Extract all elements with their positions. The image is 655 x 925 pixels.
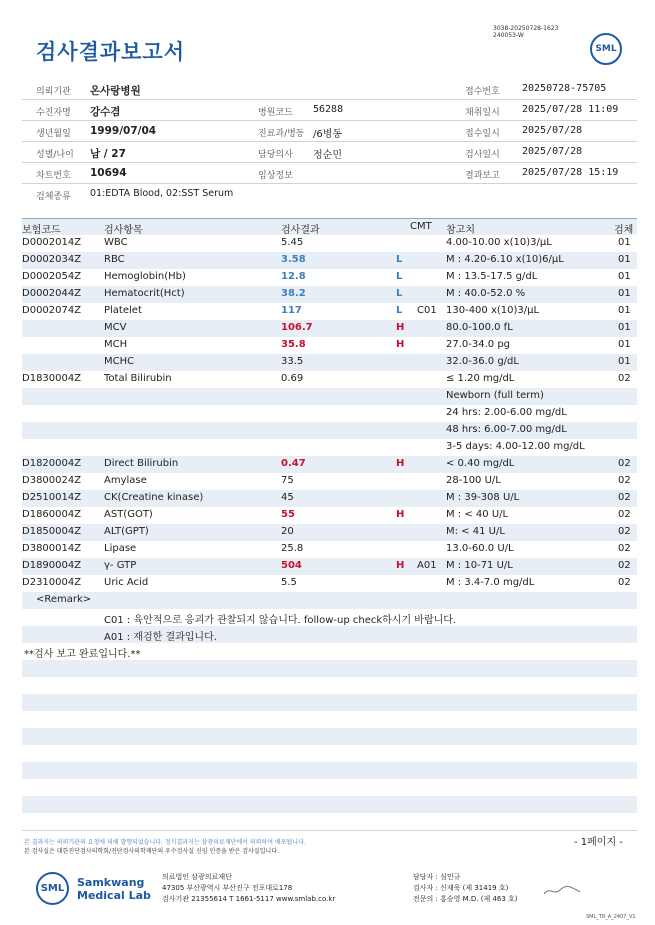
cell-flag: H — [396, 339, 405, 350]
hospital-code-label: 병원코드 — [258, 108, 293, 118]
cell-flag: H — [396, 560, 405, 571]
table-row — [22, 286, 637, 303]
org-name: 의료법인 삼광의료재단 — [162, 873, 232, 881]
cell-item: γ- GTP — [104, 560, 137, 571]
cell-item: MCH — [104, 339, 128, 350]
blank-row — [22, 813, 637, 830]
dob-label: 생년월일 — [36, 129, 71, 139]
cell-code: D1890004Z — [22, 560, 82, 571]
cell-result: 12.8 — [281, 271, 306, 282]
footer-note-1: 본 결과지는 의뢰기관의 요청에 의해 발행되었습니다. 정식결과지는 삼광의료재단에서 의뢰하여 배포됩니다. — [24, 839, 306, 846]
cell-code: D1830004Z — [22, 373, 82, 384]
cell-ref: M : 13.5-17.5 g/dL — [446, 271, 538, 282]
collect-label: 채취일시 — [465, 108, 500, 118]
cell-item: Lipase — [104, 543, 137, 554]
cell-spec: 01 — [618, 288, 631, 299]
brand-line2: Medical Lab — [77, 889, 151, 902]
signature-scribble-icon — [542, 884, 582, 898]
cell-item: Hemoglobin(Hb) — [104, 271, 186, 282]
cell-item: AST(GOT) — [104, 509, 153, 520]
collect-value: 2025/07/28 11:09 — [522, 104, 619, 115]
cell-spec: 02 — [618, 526, 631, 537]
footer-note-2: 본 검사실은 대한진단검사의학회/진단검사의학재단의 우수검사실 신임 인증을 받은 검사실입니다. — [24, 848, 279, 855]
blank-row — [22, 711, 637, 728]
cell-flag: H — [396, 458, 405, 469]
info-row — [22, 100, 637, 121]
cell-ref: 48 hrs: 6.00-7.00 mg/dL — [446, 424, 567, 435]
cell-flag: L — [396, 305, 403, 316]
cell-code: D3800024Z — [22, 475, 82, 486]
blank-row — [22, 762, 637, 779]
table-row — [22, 337, 637, 354]
remark-c01: C01 : 육안적으로 응괴가 관찰되지 않습니다. follow-up check하시기 바랍니다. — [104, 615, 457, 626]
cell-result: 75 — [281, 475, 294, 486]
cell-result: 38.2 — [281, 288, 306, 299]
cell-code: D3800014Z — [22, 543, 82, 554]
cell-item: Total Bilirubin — [104, 373, 172, 384]
header-cmt: CMT — [410, 221, 432, 232]
sml-footer-logo-icon: SML — [36, 872, 69, 905]
table-row — [22, 354, 637, 371]
cell-flag: L — [396, 288, 403, 299]
signature — [542, 884, 582, 901]
cell-spec: 02 — [618, 543, 631, 554]
blank-row — [22, 796, 637, 813]
table-row — [22, 575, 637, 592]
cell-result: 106.7 — [281, 322, 313, 333]
cell-result: 0.47 — [281, 458, 306, 469]
patient-info — [22, 79, 637, 205]
cell-item: CK(Creatine kinase) — [104, 492, 204, 503]
name-label: 수진자명 — [36, 108, 71, 118]
cell-ref: M : 39-308 U/L — [446, 492, 520, 503]
cell-code: D0002034Z — [22, 254, 82, 265]
table-row — [22, 541, 637, 558]
institution-value: 온사랑병원 — [90, 85, 141, 97]
doctor-value: 정순민 — [313, 150, 342, 161]
cell-ref: M : 10-71 U/L — [446, 560, 513, 571]
sml-logo-icon: SML — [590, 33, 622, 65]
report-value: 2025/07/28 15:19 — [522, 167, 619, 178]
brand-line1: Samkwang — [77, 876, 145, 889]
cell-spec: 02 — [618, 577, 631, 588]
cell-code: D1820004Z — [22, 458, 82, 469]
cell-cmt: A01 — [417, 560, 437, 571]
table-row — [22, 473, 637, 490]
cell-ref: M: < 41 U/L — [446, 526, 505, 537]
form-number: SML_TR_A_2407_V1 — [586, 914, 636, 920]
staff2-value: 신재욱 (제 31419 호) — [440, 884, 509, 892]
dob-value: 1999/07/04 — [90, 125, 157, 137]
cell-result: 504 — [281, 560, 302, 571]
test-date-label: 검사일시 — [465, 150, 500, 160]
table-row — [22, 269, 637, 286]
chart-label: 차트번호 — [36, 171, 71, 181]
cell-result: 5.5 — [281, 577, 297, 588]
header-item: 검사항목 — [104, 225, 143, 236]
footer-divider — [22, 830, 637, 831]
cell-ref: 27.0-34.0 pg — [446, 339, 511, 350]
table-row — [22, 507, 637, 524]
dept-value: /6병동 — [313, 129, 343, 140]
receipt-no-value: 20250728-75705 — [522, 83, 607, 94]
info-row — [22, 79, 637, 100]
cell-result: 25.8 — [281, 543, 304, 554]
address: 47305 부산광역시 부산진구 전포대로178 — [162, 884, 293, 892]
brand-name — [77, 876, 151, 902]
cell-result: 0.69 — [281, 373, 304, 384]
blank-row — [22, 694, 637, 711]
staff1-value: 심민규 — [440, 873, 461, 881]
clinical-label: 임상정보 — [258, 171, 293, 181]
cell-spec: 02 — [618, 509, 631, 520]
footer-notes — [24, 838, 306, 856]
lab-address — [162, 872, 335, 905]
cell-ref: 130-400 x(10)3/μL — [446, 305, 540, 316]
cell-item: MCV — [104, 322, 127, 333]
table-row — [22, 252, 637, 269]
cell-spec: 02 — [618, 373, 631, 384]
cell-code: D0002044Z — [22, 288, 82, 299]
cell-spec: 02 — [618, 475, 631, 486]
remark-title: <Remark> — [36, 594, 92, 605]
staff-row — [413, 872, 518, 883]
receipt-no-label: 접수번호 — [465, 87, 500, 97]
cell-ref: M : 4.20-6.10 x(10)6/μL — [446, 254, 564, 265]
cell-item: Uric Acid — [104, 577, 149, 588]
cell-ref: M : 40.0-52.0 % — [446, 288, 526, 299]
cell-ref: 80.0-100.0 fL — [446, 322, 513, 333]
cell-ref: 32.0-36.0 g/dL — [446, 356, 519, 367]
header-code: 보험코드 — [22, 225, 61, 236]
cell-spec: 01 — [618, 254, 631, 265]
doc-id-line1: 3038-20250728-1623 — [493, 25, 559, 32]
cell-ref: M : 3.4-7.0 mg/dL — [446, 577, 535, 588]
remark-row — [22, 626, 637, 643]
table-row — [22, 303, 637, 320]
cell-spec: 02 — [618, 492, 631, 503]
hospital-code-value: 56288 — [313, 104, 344, 115]
info-row — [22, 163, 637, 184]
cell-spec: 02 — [618, 458, 631, 469]
doctor-label: 담당의사 — [258, 150, 293, 160]
table-row — [22, 490, 637, 507]
table-row — [22, 405, 637, 422]
cell-result: 117 — [281, 305, 302, 316]
cell-item: MCHC — [104, 356, 135, 367]
remark-row — [22, 609, 637, 626]
cell-ref: 4.00-10.00 x(10)3/μL — [446, 237, 552, 248]
cell-cmt: C01 — [417, 305, 437, 316]
cell-ref: 28-100 U/L — [446, 475, 501, 486]
table-row — [22, 524, 637, 541]
header-spec: 검체 — [614, 225, 634, 236]
document-id — [493, 25, 558, 39]
cell-ref: 3-5 days: 4.00-12.00 mg/dL — [446, 441, 585, 452]
cell-code: D2510014Z — [22, 492, 82, 503]
blank-row — [22, 779, 637, 796]
staff-row — [413, 883, 518, 894]
cell-ref: 13.0-60.0 U/L — [446, 543, 514, 554]
cell-spec: 01 — [618, 271, 631, 282]
staff-list — [413, 872, 518, 905]
table-row — [22, 235, 637, 252]
sex-age-label: 성별/나이 — [36, 150, 74, 160]
cell-result: 35.8 — [281, 339, 306, 350]
table-row — [22, 371, 637, 388]
report-complete: **검사 보고 완료입니다.** — [24, 649, 141, 660]
cell-result: 33.5 — [281, 356, 304, 367]
blank-row — [22, 745, 637, 762]
cell-item: Amylase — [104, 475, 147, 486]
header-result: 검사결과 — [281, 225, 320, 236]
cell-item: Direct Bilirubin — [104, 458, 179, 469]
cell-ref: < 0.40 mg/dL — [446, 458, 515, 469]
info-row — [22, 142, 637, 163]
cell-flag: H — [396, 509, 405, 520]
cell-code: D1860004Z — [22, 509, 82, 520]
cell-ref: M : < 40 U/L — [446, 509, 509, 520]
cell-result: 20 — [281, 526, 294, 537]
cell-item: RBC — [104, 254, 125, 265]
cell-flag: H — [396, 322, 405, 333]
report-title: 검사결과보고서 — [36, 40, 186, 64]
staff3-value: 홍승영 M.D. (제 463 호) — [440, 895, 518, 903]
cell-ref: ≤ 1.20 mg/dL — [446, 373, 515, 384]
cell-code: D1850004Z — [22, 526, 82, 537]
remark-a01: A01 : 재검한 결과입니다. — [104, 632, 217, 643]
cell-spec: 01 — [618, 356, 631, 367]
staff1-label: 담당자 : — [413, 873, 438, 881]
results-table — [22, 218, 637, 830]
staff2-label: 검사자 : — [413, 884, 438, 892]
cell-result: 5.45 — [281, 237, 304, 248]
header-ref: 참고치 — [446, 225, 475, 236]
cell-result: 3.58 — [281, 254, 306, 265]
table-header — [22, 218, 637, 235]
cell-spec: 01 — [618, 322, 631, 333]
contact: 검사기관 21355614 T 1661-5117 www.smlab.co.kr — [162, 895, 336, 903]
cell-result: 45 — [281, 492, 294, 503]
info-row — [22, 121, 637, 142]
specimen-value: 01:EDTA Blood, 02:SST Serum — [90, 188, 234, 199]
doc-id-line2: 240053-W — [493, 32, 524, 39]
table-row — [22, 388, 637, 405]
cell-spec: 02 — [618, 560, 631, 571]
cell-flag: L — [396, 254, 403, 265]
test-date-value: 2025/07/28 — [522, 146, 583, 157]
cell-code: D2310004Z — [22, 577, 82, 588]
cell-ref: Newborn (full term) — [446, 390, 544, 401]
cell-spec: 01 — [618, 339, 631, 350]
cell-code: D0002074Z — [22, 305, 82, 316]
institution-label: 의뢰기관 — [36, 87, 71, 97]
table-row — [22, 320, 637, 337]
table-body — [22, 235, 637, 592]
remark-title-row — [22, 592, 637, 609]
blank-rows — [22, 660, 637, 830]
cell-item: ALT(GPT) — [104, 526, 149, 537]
cell-code: D0002054Z — [22, 271, 82, 282]
sex-age-value: 남 / 27 — [90, 148, 126, 160]
report-label: 결과보고 — [465, 171, 500, 181]
page-number: - 1페이지 - — [574, 837, 623, 848]
receipt-date-label: 접수일시 — [465, 129, 500, 139]
cell-spec: 01 — [618, 305, 631, 316]
cell-item: WBC — [104, 237, 128, 248]
name-value: 강수겸 — [90, 106, 121, 118]
cell-code: D0002014Z — [22, 237, 82, 248]
receipt-date-value: 2025/07/28 — [522, 125, 583, 136]
dept-label: 진료과/병동 — [258, 129, 305, 139]
cell-item: Hematocrit(Hct) — [104, 288, 185, 299]
cell-ref: 24 hrs: 2.00-6.00 mg/dL — [446, 407, 567, 418]
staff-row — [413, 894, 518, 905]
blank-row — [22, 728, 637, 745]
cell-item: Platelet — [104, 305, 142, 316]
cell-flag: L — [396, 271, 403, 282]
table-row — [22, 439, 637, 456]
specimen-label: 검체종류 — [36, 192, 71, 202]
blank-row — [22, 677, 637, 694]
table-row — [22, 558, 637, 575]
staff3-label: 전문의 : — [413, 895, 438, 903]
remark-row — [22, 643, 637, 660]
blank-row — [22, 660, 637, 677]
cell-spec: 01 — [618, 237, 631, 248]
info-row — [22, 184, 637, 205]
table-row — [22, 422, 637, 439]
chart-value: 10694 — [90, 167, 127, 179]
cell-result: 55 — [281, 509, 295, 520]
table-row — [22, 456, 637, 473]
